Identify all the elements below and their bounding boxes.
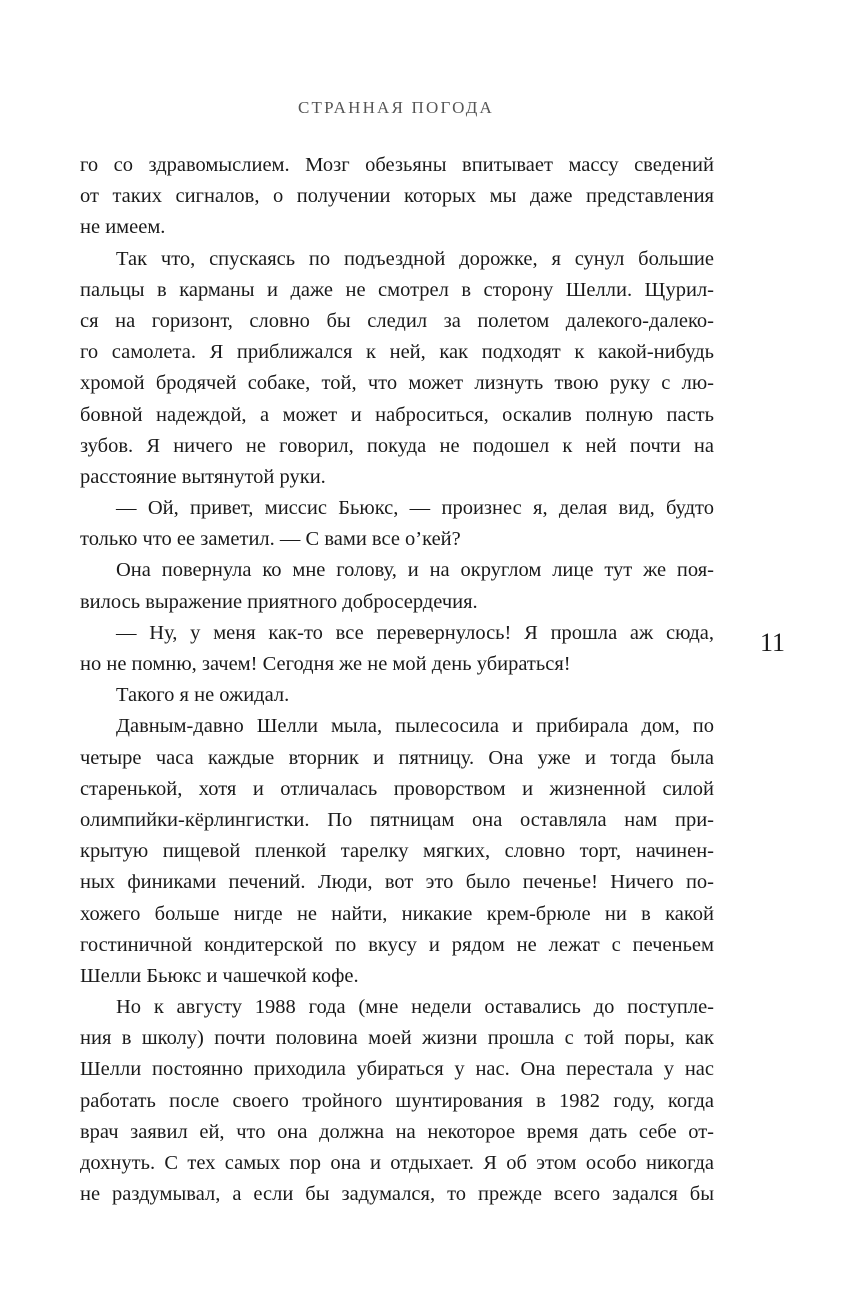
text-line: дохнуть. С тех самых пор она и отдыхает. Я об этом особо никогда [80, 1152, 714, 1174]
text-line: не раздумывал, а если бы задумался, то прежде всего задался бы [80, 1183, 714, 1206]
text-line: крытую пищевой пленкой тарелку мягких, словно торт, начинен- [80, 840, 714, 863]
text-line: только что ее заметил. — С вами все о’кей? [80, 528, 461, 551]
text-line: пальцы в карманы и даже не смотрел в сторону Шелли. Щурил- [80, 278, 714, 301]
text-line: Шелли постоянно приходила убираться у нас. Она перестала у нас [80, 1058, 714, 1081]
text-line: го самолета. Я приближался к ней, как подходят к какой-нибудь [80, 341, 714, 364]
text-line: ния в школу) почти половина моей жизни прошла с той поры, как [80, 1027, 714, 1050]
text-line: Давным-давно Шелли мыла, пылесосила и прибирала дом, по [116, 715, 714, 738]
text-line: работать после своего тройного шунтирования в 1982 году, когда [80, 1089, 714, 1112]
text-line: — Ну, у меня как-то все перевернулось! Я прошла аж сюда, [116, 621, 714, 644]
text-line: не имеем. [80, 216, 166, 239]
body-text [80, 150, 714, 1210]
text-line: олимпийки-кёрлингистки. По пятницам она оставляла нам при- [80, 808, 714, 831]
text-line: го со здравомыслием. Мозг обезьяны впитывает массу сведений [80, 154, 714, 176]
text-line: четыре часа каждые вторник и пятницу. Она уже и тогда была [80, 746, 714, 769]
text-line: Такого я не ожидал. [116, 684, 290, 707]
text-line: зубов. Я ничего не говорил, покуда не подошел к ней почти на [80, 434, 714, 457]
text-line: Так что, спускаясь по подъездной дорожке, я сунул большие [116, 247, 714, 270]
text-line: старенькой, хотя и отличалась проворством и жизненной силой [80, 777, 714, 800]
text-line: расстояние вытянутой руки. [80, 465, 326, 488]
text-line: хожего больше нигде не найти, никакие крем-брюле ни в какой [80, 902, 714, 925]
text-line: хромой бродячей собаке, той, что может лизнуть твою руку с лю- [80, 372, 714, 395]
page-number: 11 [760, 628, 786, 657]
text-line: врач заявил ей, что она должна на некоторое время дать себе от- [80, 1120, 714, 1143]
text-line: ся на горизонт, словно бы следил за полетом далекого-далеко- [80, 309, 714, 332]
text-line: бовной надеждой, а может и наброситься, оскалив полную пасть [80, 403, 714, 426]
text-line: — Ой, привет, миссис Бьюкс, — произнес я, делая вид, будто [116, 497, 714, 520]
text-line: Но к августу 1988 года (мне недели оставались до поступле- [116, 996, 714, 1019]
text-line: Шелли Бьюкс и чашечкой кофе. [80, 964, 359, 987]
text-line: от таких сигналов, о получении которых мы даже представления [80, 185, 714, 208]
text-line: ных финиками печений. Люди, вот это было печенье! Ничего по- [80, 871, 714, 894]
text-line: Она повернула ко мне голову, и на округлом лице тут же поя- [116, 559, 714, 582]
text-line: гостиничной кондитерской по вкусу и рядом не лежат с печеньем [80, 933, 714, 956]
text-line: но не помню, зачем! Сегодня же не мой день убираться! [80, 653, 571, 675]
running-head: СТРАННАЯ ПОГОДА [298, 98, 494, 117]
text-line: вилось выражение приятного добросердечия. [80, 590, 478, 613]
